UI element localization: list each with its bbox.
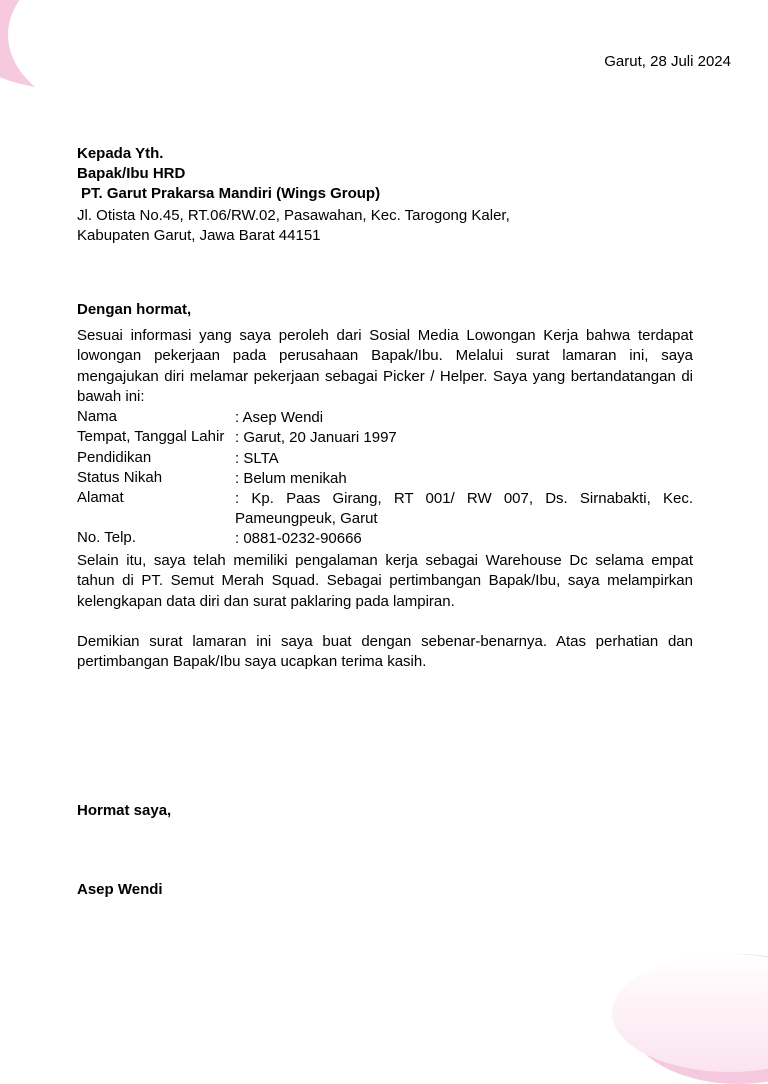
decorative-corner-bottom-right-mask — [612, 954, 768, 1072]
recipient-company: PT. Garut Prakarsa Mandiri (Wings Group) — [81, 185, 381, 202]
intro-paragraph: Sesuai informasi yang saya peroleh dari Sosial Media Lowongan Kerja bahwa terdapat lowongan pekerjaan pada perusahaan Bapak/Ibu. Melalui surat lamaran ini, saya mengajukan diri melamar pekerjaan sebagai Picker / Helper. Saya yang bertandatangan di bawah ini: — [77, 327, 693, 405]
recipient-address-line2: Kabupaten Garut, Jawa Barat 44151 — [77, 227, 321, 244]
signoff: Hormat saya, — [77, 802, 172, 819]
detail-label-address: Alamat — [77, 489, 124, 506]
recipient-title: Bapak/Ibu HRD — [77, 165, 186, 182]
detail-value-name: : Asep Wendi — [235, 409, 324, 426]
detail-label-phone: No. Telp. — [77, 529, 136, 546]
recipient-greeting: Kepada Yth. — [77, 145, 164, 162]
letter-date: Garut, 28 Juli 2024 — [604, 53, 731, 70]
experience-paragraph: Selain itu, saya telah memiliki pengalaman kerja sebagai Warehouse Dc selama empat tahun di PT. Semut Merah Squad. Sebagai pertimbangan Bapak/Ibu, saya melampirkan kelengkapan data diri dan surat paklaring pada lampiran. — [77, 552, 693, 610]
detail-value-phone: : 0881-0232-90666 — [235, 530, 362, 547]
detail-label-name: Nama — [77, 408, 118, 425]
detail-value-marital-status: : Belum menikah — [235, 470, 347, 487]
closing-paragraph: Demikian surat lamaran ini saya buat dengan sebenar-benarnya. Atas perhatian dan pertimbangan Bapak/Ibu saya ucapkan terima kasih. — [77, 633, 693, 671]
detail-value-address: : Kp. Paas Girang, RT 001/ RW 007, Ds. Sirnabakti, Kec. Pameungpeuk, Garut — [235, 490, 693, 528]
signature-name: Asep Wendi — [77, 881, 163, 898]
detail-value-education: : SLTA — [235, 450, 279, 467]
detail-label-education: Pendidikan — [77, 449, 152, 466]
decorative-corner-top-left-mask — [8, 0, 268, 120]
recipient-address-line1: Jl. Otista No.45, RT.06/RW.02, Pasawahan, Kec. Tarogong Kaler, — [77, 207, 510, 224]
salutation: Dengan hormat, — [77, 301, 192, 318]
detail-label-birth: Tempat, Tanggal Lahir — [77, 428, 225, 445]
detail-value-birth: : Garut, 20 Januari 1997 — [235, 429, 397, 446]
detail-label-marital-status: Status Nikah — [77, 469, 163, 486]
